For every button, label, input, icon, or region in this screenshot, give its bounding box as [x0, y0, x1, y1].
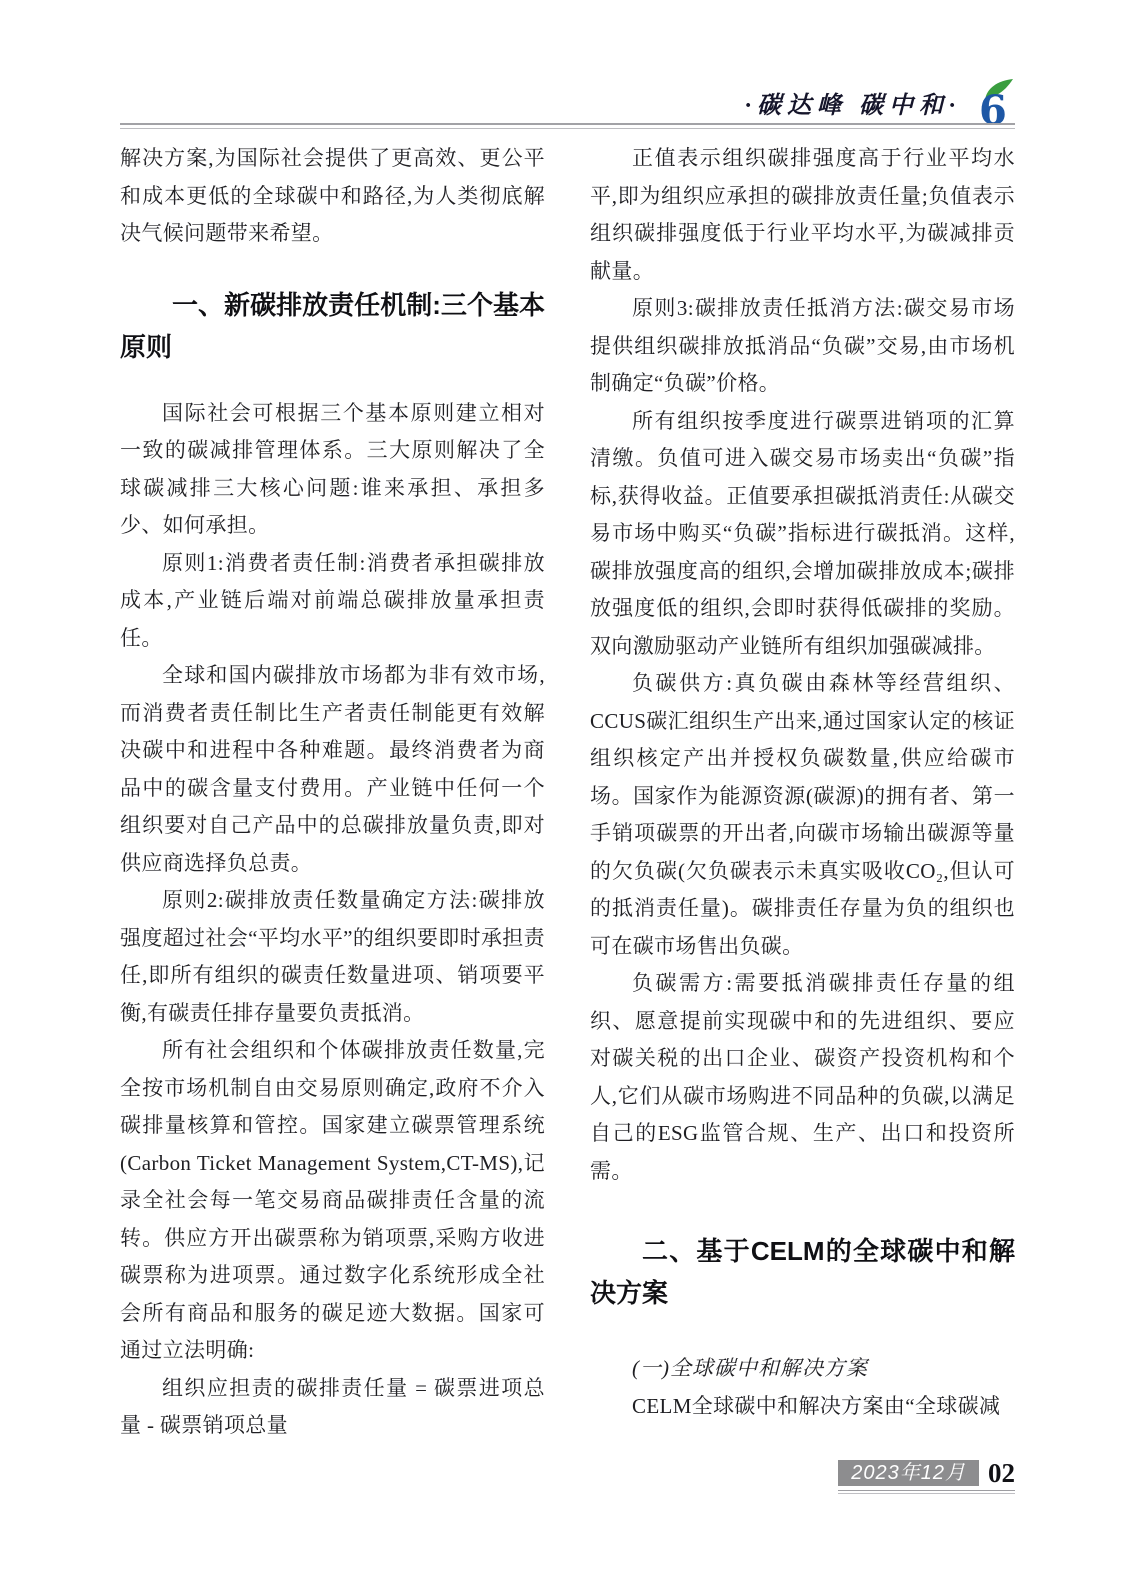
- section-2-heading: 二、基于CELM的全球碳中和解决方案: [590, 1236, 1015, 1308]
- paragraph: 全球和国内碳排放市场都为非有效市场,而消费者责任制比生产者责任制能更有效解决碳中和进程中各种难题。最终消费者为商品中的碳含量支付费用。产业链中任何一个组织要对自己产品中的总碳排放量负责,即对供应商选择负总责。: [120, 663, 545, 875]
- right-column: [590, 140, 1015, 1445]
- page-header: [120, 0, 1015, 140]
- paragraph-principle-3: 原则3:碳排放责任抵消方法:碳交易市场提供组织碳排放抵消品“负碳”交易,由市场机制确定“负碳”价格。: [590, 296, 1015, 395]
- subsection-heading: (一)全球碳中和解决方案: [632, 1356, 868, 1380]
- paragraph: 正值表示组织碳排强度高于行业平均水平,即为组织应承担的碳排放责任量;负值表示组织碳排强度低于行业平均水平,为碳减排贡献量。: [590, 146, 1015, 283]
- svg-text:6: 6: [979, 87, 1007, 126]
- paragraph: 国际社会可根据三个基本原则建立相对一致的碳减排管理体系。三大原则解决了全球碳减排三大核心问题:谁来承担、承担多少、如何承担。: [120, 400, 545, 537]
- paragraph: 所有组织按季度进行碳票进销项的汇算清缴。负值可进入碳交易市场卖出“负碳”指标,获得收益。正值要承担碳抵消责任:从碳交易市场中购买“负碳”指标进行碳抵消。这样,碳排放强度高的组织,会增加碳排放成本;碳排放强度低的组织,会即时获得低碳排的奖励。双向激励驱动产业链所有组织加强碳减排。: [590, 408, 1015, 658]
- paragraph-principle-1: 原则1:消费者责任制:消费者承担碳排放成本,产业链后端对前端总碳排放量承担责任。: [120, 550, 545, 650]
- page-footer: [838, 1460, 1015, 1494]
- header-slogan: ·碳达峰 碳中和·: [745, 92, 961, 119]
- section-1-heading: 一、新碳排放责任机制:三个基本原则: [120, 289, 545, 362]
- left-column: [120, 140, 545, 1445]
- header-slogan-row: [745, 78, 1015, 126]
- footer-row: [838, 1460, 1015, 1486]
- paragraph: 所有社会组织和个体碳排放责任数量,完全按市场机制自由交易原则确定,政府不介入碳排量核算和管控。国家建立碳票管理系统(Carbon Ticket Management System,CT-MS),记录全社会每一笔交易商品碳排责任含量的流转。供应方开出碳票称为销项票,采购方收进碳票称为进项票。通过数字化系统形成全社会所有商品和服务的碳足迹大数据。国家可通过立法明确:: [120, 1038, 545, 1362]
- paragraph-continued: 解决方案,为国际社会提供了更高效、更公平和成本更低的全球碳中和路径,为人类彻底解决气候问题带来希望。: [120, 146, 545, 245]
- paragraph-negative-carbon-supply: 负碳供方:真负碳由森林等经营组织、CCUS碳汇组织生产出来,通过国家认定的核证组织核定产出并授权负碳数量,供应给碳市场。国家作为能源资源(碳源)的拥有者、第一手销项碳票的开出者,向碳市场输出碳源等量的欠负碳(欠负碳表示未真实吸收CO₂,但认可的抵消责任量)。碳排责任存量为负的组织也可在碳市场售出负碳。: [590, 671, 1015, 958]
- header-rule: [120, 123, 1015, 129]
- page-number: 02: [988, 1458, 1015, 1488]
- paragraph-negative-carbon-demand: 负碳需方:需要抵消碳排责任存量的组织、愿意提前实现碳中和的先进组织、要应对碳关税的出口企业、碳资产投资机构和个人,它们从碳市场购进不同品种的负碳,以满足自己的ESG监管合规、生产、出口和投资所需。: [590, 971, 1015, 1183]
- issue-date-badge: 2023年12月: [838, 1460, 979, 1486]
- paragraph-principle-2: 原则2:碳排放责任数量确定方法:碳排放强度超过社会“平均水平”的组织要即时承担责任,即所有组织的碳责任数量进项、销项要平衡,有碳责任排存量要负责抵消。: [120, 888, 545, 1025]
- article-body: [120, 140, 1015, 1445]
- carbon-6-leaf-logo-icon: [973, 78, 1015, 126]
- paragraph-formula: 组织应担责的碳排责任量 = 碳票进项总量 - 碳票销项总量: [120, 1375, 545, 1437]
- paragraph-continues-next-page: CELM全球碳中和解决方案由“全球碳减: [632, 1393, 1001, 1418]
- footer-rule: [838, 1490, 1015, 1494]
